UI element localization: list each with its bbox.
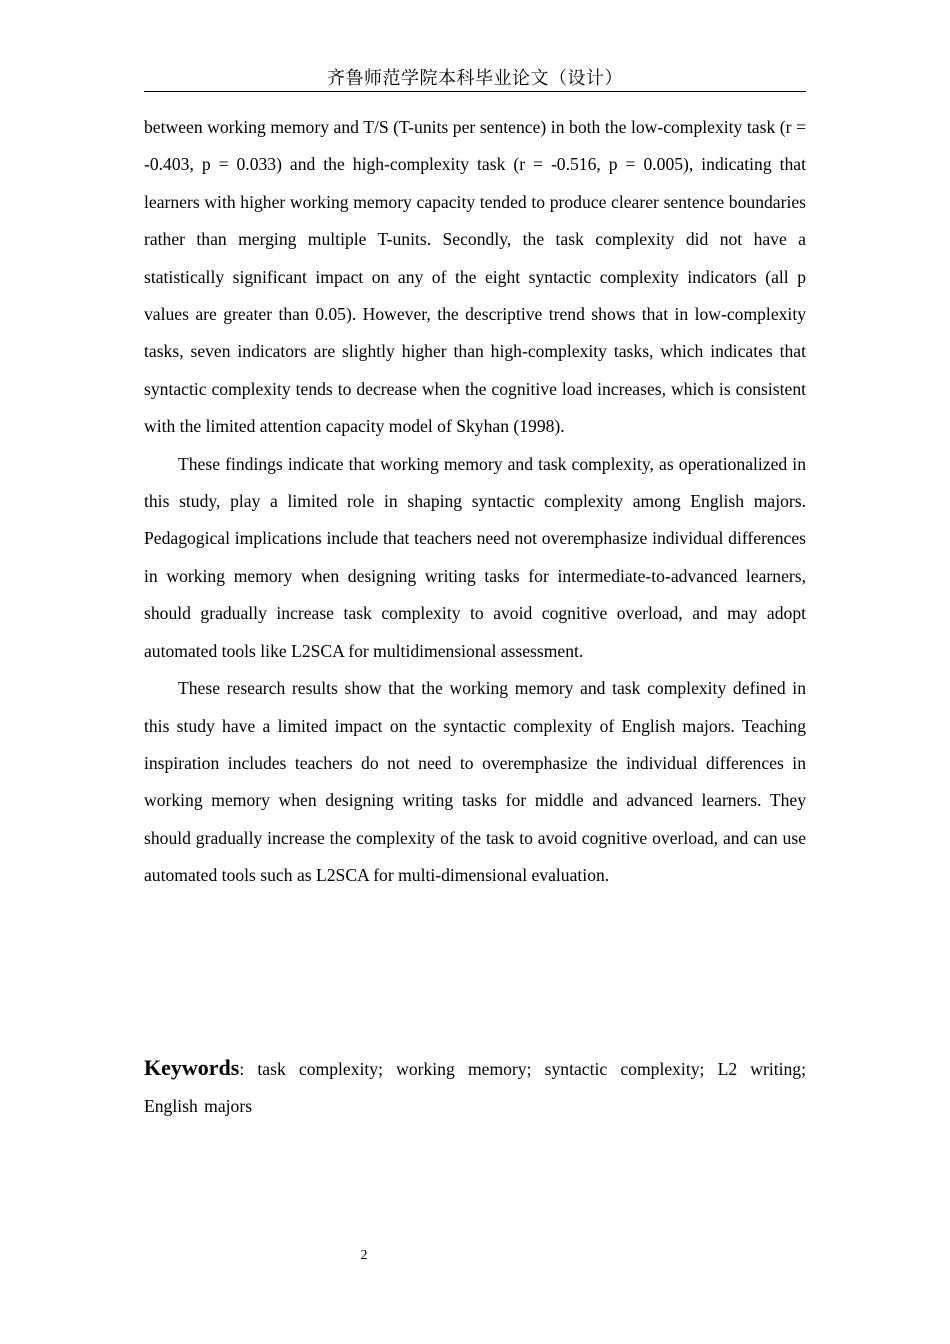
keywords-line (144, 1049, 806, 1125)
paragraph-results: These research results show that the working memory and task complexity defined in this study have a limited impact on the syntactic complexity of English majors. Teaching inspiration includes teachers do not need to overemphasize the individual differences in working memory when designing writing tasks for middle and advanced learners. They should gradually increase the complexity of the task to avoid cognitive overload, and can use automated tools such as L2SCA for multi-dimensional evaluation. (144, 678, 806, 886)
paragraph-findings: These findings indicate that working memory and task complexity, as operationalized in this study, play a limited role in shaping syntactic complexity among English majors. Pedagogical implications include that teachers need not overemphasize individual differences in working memory when designing writing tasks for intermediate-to-advanced learners, should gradually increase task complexity to avoid cognitive overload, and may adopt automated tools like L2SCA for multidimensional assessment. (144, 453, 806, 661)
keywords-text: task complexity; working memory; syntactic complexity; L2 writing; English majors (144, 1059, 806, 1116)
body-text (144, 109, 806, 895)
keywords-label: Keywords (144, 1055, 240, 1080)
running-header-title: 齐鲁师范学院本科毕业论文（设计） (327, 68, 623, 89)
paragraph-continued: between working memory and T/S (T-units per sentence) in both the low-complexity task (r = -0.403, p = 0.033) and the high-complexity task (r = -0.516, p = 0.005), indicating that learners with higher working memory capacity tended to produce clearer sentence boundaries rather than merging multiple T-units. Secondly, the task complexity did not have a statistically significant impact on any of the eight syntactic complexity indicators (all p values are greater than 0.05). However, the descriptive trend shows that in low-complexity tasks, seven indicators are slightly higher than high-complexity tasks, which indicates that syntactic complexity tends to decrease when the cognitive load increases, which is consistent with the limited attention capacity model of Skyhan (1998). (144, 117, 806, 437)
page-number: 2 (360, 1248, 368, 1263)
keywords-separator: : (239, 1059, 245, 1079)
header-rule (144, 91, 806, 92)
